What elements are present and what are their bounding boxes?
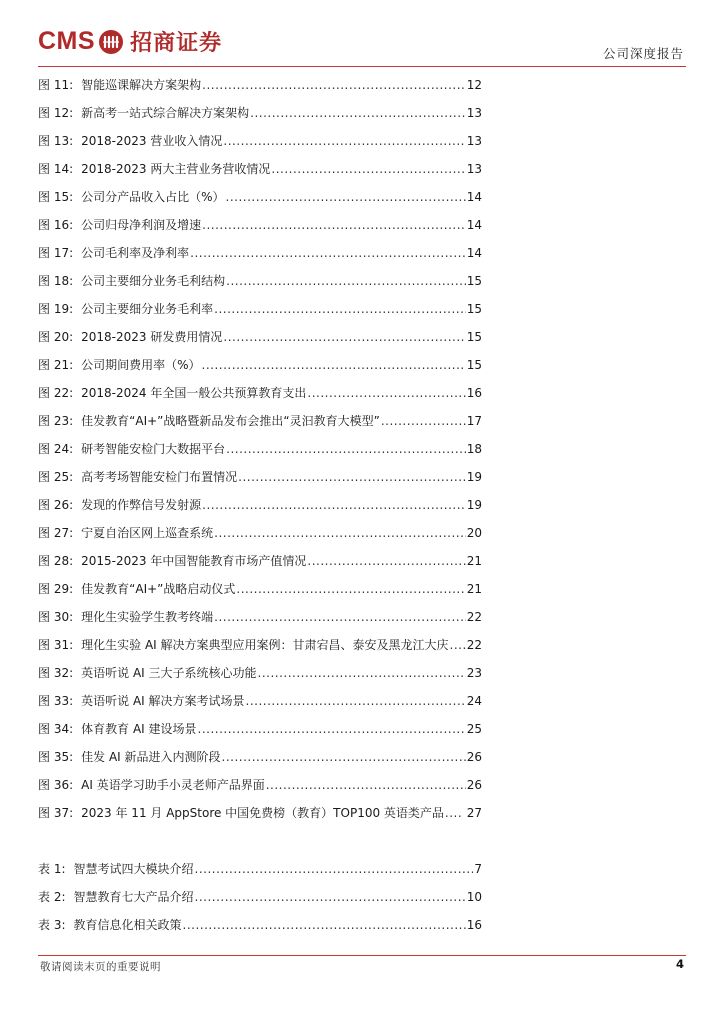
dot-leader bbox=[246, 691, 466, 711]
figure-entry[interactable] bbox=[38, 411, 482, 431]
figure-entry[interactable] bbox=[38, 383, 482, 403]
dot-leader bbox=[202, 75, 466, 95]
dot-leader bbox=[238, 467, 466, 487]
figure-entry[interactable] bbox=[38, 467, 482, 487]
entry-page-number: 13 bbox=[466, 162, 482, 176]
entry-title: 2015-2023 年中国智能教育市场产值情况 bbox=[81, 554, 307, 568]
entry-label: 图 34: bbox=[38, 722, 74, 736]
entry-label: 图 16: bbox=[38, 218, 74, 232]
entry-page-number: 22 bbox=[466, 638, 482, 652]
dot-leader bbox=[202, 355, 466, 375]
entry-label: 图 21: bbox=[38, 358, 74, 372]
figure-entry[interactable] bbox=[38, 215, 482, 235]
entry-page-number: 13 bbox=[466, 134, 482, 148]
dot-leader bbox=[223, 131, 465, 151]
entry-page-number: 19 bbox=[466, 470, 482, 484]
figure-entry[interactable] bbox=[38, 579, 482, 599]
disclaimer-note: 敬请阅读末页的重要说明 bbox=[40, 961, 161, 973]
entry-page-number: 7 bbox=[474, 862, 482, 876]
figure-entry[interactable] bbox=[38, 775, 482, 795]
entry-label: 图 23: bbox=[38, 414, 74, 428]
entry-label: 图 25: bbox=[38, 470, 74, 484]
entry-page-number: 26 bbox=[466, 750, 482, 764]
dot-leader bbox=[202, 495, 466, 515]
dot-leader bbox=[226, 439, 466, 459]
figure-entry[interactable] bbox=[38, 691, 482, 711]
entry-label: 图 26: bbox=[38, 498, 74, 512]
entry-label: 图 32: bbox=[38, 666, 74, 680]
company-logo bbox=[38, 26, 222, 57]
figure-entry[interactable] bbox=[38, 719, 482, 739]
entry-page-number: 13 bbox=[466, 106, 482, 120]
dot-leader bbox=[226, 187, 466, 207]
entry-label: 图 31: bbox=[38, 638, 74, 652]
figure-entry[interactable] bbox=[38, 299, 482, 319]
entry-page-number: 25 bbox=[466, 722, 482, 736]
header-divider bbox=[38, 66, 686, 67]
logo-text-latin: CMS bbox=[38, 27, 96, 55]
logo-badge-icon bbox=[98, 29, 124, 55]
dot-leader bbox=[381, 411, 466, 431]
entry-title: 体育教育 AI 建设场景 bbox=[81, 722, 197, 736]
figure-entry[interactable] bbox=[38, 159, 482, 179]
entry-label: 图 14: bbox=[38, 162, 74, 176]
entry-page-number: 27 bbox=[466, 806, 482, 820]
entry-label: 图 22: bbox=[38, 386, 74, 400]
figure-entry[interactable] bbox=[38, 327, 482, 347]
dot-leader bbox=[190, 243, 466, 263]
dot-leader bbox=[214, 607, 466, 627]
dot-leader bbox=[250, 103, 466, 123]
figure-entry[interactable] bbox=[38, 523, 482, 543]
entry-page-number: 10 bbox=[466, 890, 482, 904]
entry-label: 图 24: bbox=[38, 442, 74, 456]
entry-title: 高考考场智能安检门布置情况 bbox=[81, 470, 238, 484]
entry-label: 图 12: bbox=[38, 106, 74, 120]
entry-title: 公司毛利率及净利率 bbox=[81, 246, 190, 260]
entry-title: 智慧教育七大产品介绍 bbox=[73, 890, 194, 904]
dot-leader bbox=[214, 523, 466, 543]
dot-leader bbox=[226, 271, 466, 291]
entry-title: 佳发 AI 新品进入内测阶段 bbox=[81, 750, 221, 764]
entry-label: 表 2: bbox=[38, 890, 66, 904]
entry-page-number: 12 bbox=[466, 78, 482, 92]
entry-label: 图 36: bbox=[38, 778, 74, 792]
figure-entry[interactable] bbox=[38, 747, 482, 767]
entry-page-number: 15 bbox=[466, 302, 482, 316]
entry-label: 图 35: bbox=[38, 750, 74, 764]
entry-title: 研考智能安检门大数据平台 bbox=[81, 442, 226, 456]
dot-leader bbox=[222, 747, 466, 767]
entry-title: 教育信息化相关政策 bbox=[73, 918, 182, 932]
entry-label: 图 30: bbox=[38, 610, 74, 624]
entry-page-number: 14 bbox=[466, 246, 482, 260]
entry-label: 图 18: bbox=[38, 274, 74, 288]
entry-label: 图 17: bbox=[38, 246, 74, 260]
entry-page-number: 17 bbox=[466, 414, 482, 428]
dot-leader bbox=[183, 915, 466, 935]
figure-entry[interactable] bbox=[38, 103, 482, 123]
entry-title: 2023 年 11 月 AppStore 中国免费榜（教育）TOP100 英语类产品 bbox=[81, 806, 444, 820]
dot-leader bbox=[223, 327, 465, 347]
dot-leader bbox=[236, 579, 465, 599]
figure-entry[interactable] bbox=[38, 635, 482, 655]
entry-page-number: 18 bbox=[466, 442, 482, 456]
entry-title: 2018-2023 营业收入情况 bbox=[81, 134, 223, 148]
page-number: 4 bbox=[675, 957, 684, 971]
figure-entry[interactable] bbox=[38, 355, 482, 375]
table-entry[interactable] bbox=[38, 859, 482, 879]
entry-label: 表 1: bbox=[38, 862, 66, 876]
figure-entry[interactable] bbox=[38, 243, 482, 263]
document-type-label: 公司深度报告 bbox=[602, 46, 684, 61]
entry-page-number: 14 bbox=[466, 218, 482, 232]
entry-title: 理化生实验 AI 解决方案典型应用案例：甘肃宕昌、泰安及黑龙江大庆 bbox=[81, 638, 449, 652]
dot-leader bbox=[450, 635, 466, 655]
entry-title: 公司主要细分业务毛利结构 bbox=[81, 274, 226, 288]
entry-title: 英语听说 AI 三大子系统核心功能 bbox=[81, 666, 257, 680]
entry-title: 智能巡课解决方案架构 bbox=[81, 78, 202, 92]
entry-title: 公司归母净利润及增速 bbox=[81, 218, 202, 232]
figure-entry[interactable] bbox=[38, 75, 482, 95]
entry-label: 图 15: bbox=[38, 190, 74, 204]
entry-page-number: 14 bbox=[466, 190, 482, 204]
entry-page-number: 15 bbox=[466, 358, 482, 372]
entry-title: 宁夏自治区网上巡查系统 bbox=[81, 526, 214, 540]
entry-title: 佳发教育“AI+”战略启动仪式 bbox=[81, 582, 236, 596]
entry-page-number: 15 bbox=[466, 330, 482, 344]
dot-leader bbox=[258, 663, 466, 683]
dot-leader bbox=[214, 299, 466, 319]
entry-label: 图 11: bbox=[38, 78, 74, 92]
entry-label: 表 3: bbox=[38, 918, 66, 932]
figure-entry[interactable] bbox=[38, 551, 482, 571]
entry-title: 2018-2023 研发费用情况 bbox=[81, 330, 223, 344]
dot-leader bbox=[198, 719, 466, 739]
entry-label: 图 13: bbox=[38, 134, 74, 148]
dot-leader bbox=[202, 215, 466, 235]
entry-page-number: 26 bbox=[466, 778, 482, 792]
entry-page-number: 15 bbox=[466, 274, 482, 288]
entry-title: 公司分产品收入占比（%） bbox=[81, 190, 225, 204]
entry-label: 图 33: bbox=[38, 694, 74, 708]
dot-leader bbox=[271, 159, 465, 179]
entry-page-number: 22 bbox=[466, 610, 482, 624]
entry-title: 佳发教育“AI+”战略暨新品发布会推出“灵汩教育大模型” bbox=[81, 414, 380, 428]
entry-label: 图 19: bbox=[38, 302, 74, 316]
entry-title: 发现的作弊信号发射源 bbox=[81, 498, 202, 512]
entry-label: 图 29: bbox=[38, 582, 74, 596]
footer-divider bbox=[38, 955, 686, 956]
figure-entry[interactable] bbox=[38, 663, 482, 683]
entry-label: 图 27: bbox=[38, 526, 74, 540]
figure-entry[interactable] bbox=[38, 439, 482, 459]
entry-label: 图 20: bbox=[38, 330, 74, 344]
logo-text-chinese: 招商证券 bbox=[130, 31, 223, 56]
entry-label: 图 28: bbox=[38, 554, 74, 568]
dot-leader bbox=[307, 551, 465, 571]
entry-title: 2018-2023 两大主营业务营收情况 bbox=[81, 162, 271, 176]
dot-leader bbox=[307, 383, 465, 403]
figure-entry[interactable] bbox=[38, 187, 482, 207]
figure-entry[interactable] bbox=[38, 131, 482, 151]
page-header bbox=[0, 0, 724, 70]
entry-page-number: 24 bbox=[466, 694, 482, 708]
entry-title: 2018-2024 年全国一般公共预算教育支出 bbox=[81, 386, 307, 400]
entry-title: 新高考一站式综合解决方案架构 bbox=[81, 106, 250, 120]
figure-entry[interactable] bbox=[38, 607, 482, 627]
figure-entry[interactable] bbox=[38, 271, 482, 291]
dot-leader bbox=[195, 887, 466, 907]
entry-page-number: 16 bbox=[466, 386, 482, 400]
figure-entry[interactable] bbox=[38, 495, 482, 515]
entry-page-number: 16 bbox=[466, 918, 482, 932]
entry-label: 图 37: bbox=[38, 806, 74, 820]
entry-title: 公司期间费用率（%） bbox=[81, 358, 201, 372]
figure-entry[interactable] bbox=[38, 803, 482, 823]
entry-page-number: 21 bbox=[466, 582, 482, 596]
entry-title: 公司主要细分业务毛利率 bbox=[81, 302, 214, 316]
entry-title: 智慧考试四大模块介绍 bbox=[73, 862, 194, 876]
entry-title: 理化生实验学生教考终端 bbox=[81, 610, 214, 624]
entry-title: AI 英语学习助手小灵老师产品界面 bbox=[81, 778, 265, 792]
table-entry[interactable] bbox=[38, 915, 482, 935]
entry-page-number: 23 bbox=[466, 666, 482, 680]
entry-page-number: 20 bbox=[466, 526, 482, 540]
entry-page-number: 19 bbox=[466, 498, 482, 512]
entry-page-number: 21 bbox=[466, 554, 482, 568]
dot-leader bbox=[445, 803, 466, 823]
entry-title: 英语听说 AI 解决方案考试场景 bbox=[81, 694, 245, 708]
table-entry[interactable] bbox=[38, 887, 482, 907]
dot-leader bbox=[266, 775, 466, 795]
dot-leader bbox=[195, 859, 474, 879]
